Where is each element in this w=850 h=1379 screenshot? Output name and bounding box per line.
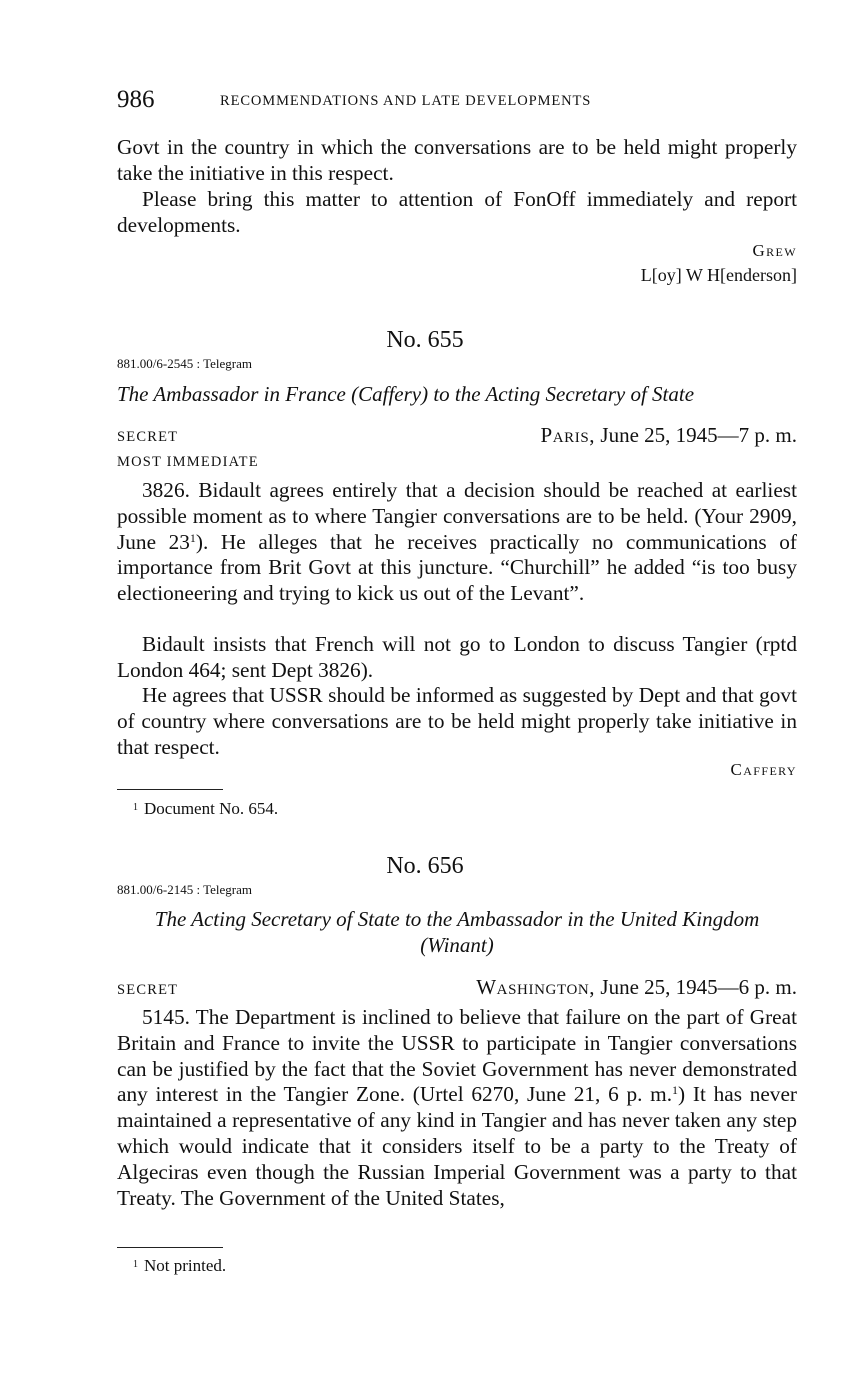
footnote-rule: [117, 789, 223, 790]
document-title-656: [117, 906, 797, 958]
footnote-rule: [117, 1247, 223, 1248]
dateline-656: [476, 975, 797, 1000]
classification-656: SECRET: [117, 982, 179, 998]
footnote-text: Document No. 654.: [144, 799, 279, 818]
file-reference-656: 881.00/6-2145 : Telegram: [117, 882, 252, 897]
file-reference-655: 881.00/6-2545 : Telegram: [117, 356, 252, 371]
date-656: June 25, 1945—6 p. m.: [600, 975, 797, 999]
place-656: Washington,: [476, 975, 596, 999]
document-number-656: No. 656: [386, 853, 464, 879]
body-paragraph-655-3: He agrees that USSR should be informed as suggested by Dept and that govt of country where conversations are to be held might properly take initiative in that respect.: [117, 683, 797, 759]
signature-grew: Grew: [752, 241, 797, 260]
page-header: [117, 84, 797, 120]
document-number-655: No. 655: [386, 327, 464, 353]
document-title-655: The Ambassador in France (Caffery) to the Acting Secretary of State: [117, 382, 695, 406]
title-line: The Acting Secretary of State to the Ambassador in the United Kingdom: [154, 907, 760, 931]
running-title: RECOMMENDATIONS AND LATE DEVELOPMENTS: [220, 93, 592, 109]
footnote-ref-656: 1: [672, 1083, 679, 1098]
footnote-text: Not printed.: [144, 1256, 227, 1275]
classification-655: SECRET: [117, 429, 179, 445]
body-paragraph-655-2: Bidault insists that French will not go to London to discuss Tangier (rptd London 464; sent Dept 3826).: [117, 632, 797, 682]
priority-655: MOST IMMEDIATE: [117, 454, 259, 470]
footnote-ref-655: 1: [189, 530, 196, 545]
dateline-655: [540, 423, 797, 448]
date-655: June 25, 1945—7 p. m.: [600, 423, 797, 447]
place-655: Paris,: [540, 423, 596, 447]
signature-caffery: Caffery: [730, 760, 797, 779]
text-segment: ) It has never maintained a representative of any kind in Tangier and has never taken any step which would indicate that it considers itself to be a party to the Treaty of Algeciras even though the Russian Imperial Government was a party to that Treaty. The Government of the United States,: [117, 1082, 797, 1210]
footnote-marker: 1: [133, 802, 138, 813]
footnote-655: [133, 799, 278, 819]
text-segment: 3826. Bidault agrees entirely that a decision should be reached at earliest possible moment as to where Tangier conversations are to be held. (Your 2909, June 23: [117, 478, 797, 554]
signature-henderson: L[oy] W H[enderson]: [640, 265, 797, 285]
footnote-marker: 1: [133, 1259, 138, 1270]
title-line: (Winant): [420, 933, 494, 957]
body-paragraph-656-1: [117, 1005, 797, 1211]
text-segment: ). He alleges that he receives practically no communications of importance from Brit Govt at this juncture. “Churchill” he added “is too busy electioneering and trying to kick us out of the Levant”.: [117, 529, 797, 606]
footnote-656: [133, 1256, 226, 1276]
page-number: 986: [117, 86, 155, 113]
continued-paragraph: Govt in the country in which the conversations are to be held might properly take the initiative in this respect.: [117, 135, 797, 185]
instruction-paragraph: Please bring this matter to attention of FonOff immediately and report developments.: [117, 187, 797, 237]
text-segment: 5145. The Department is inclined to believe that failure on the part of Great Britain and France to invite the USSR to participate in Tangier conversations can be justified by the fact that the Soviet Government has never demonstrated any interest in the Tangier Zone. (Urtel 6270, June 21, 6 p. m.: [117, 1005, 797, 1107]
body-paragraph-655-1: [117, 478, 797, 607]
